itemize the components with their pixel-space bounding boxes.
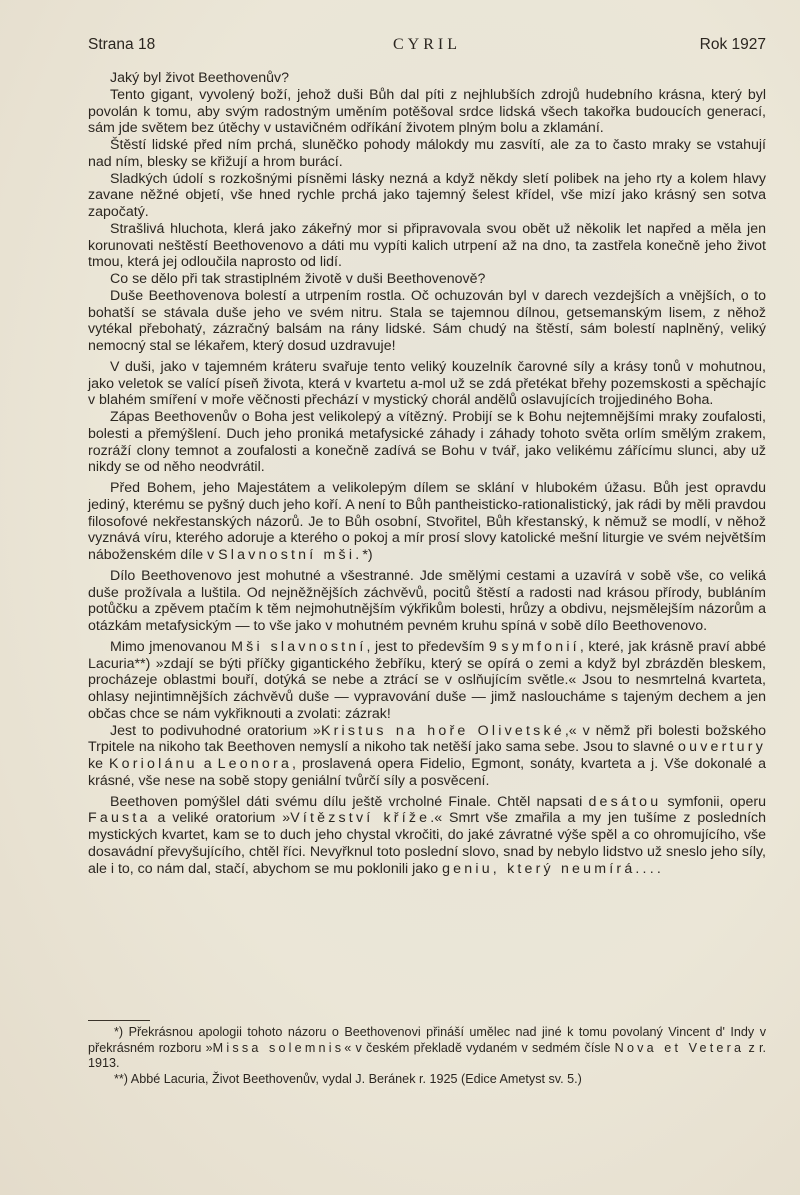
paragraph [88, 288, 766, 355]
paragraph [88, 87, 766, 137]
spaced-emphasis: desátou [588, 793, 662, 810]
page-number: Strana 18 [88, 36, 156, 53]
text-run: Dílo Beethovenovo jest mohutné a všestranné. Jde smělými cestami a uzavírá v sobě vše, co veliká duše prožívala a luštila. Od nejněžnějších záchvěvů, pocitů štěstí a radosti nad krásou přírody, bubláním potůčku a zpěvem ptačím k těm nejmohutnějším výkřikům bolesti, hrůzy a obdivu, nejsmělejším názorům a otázkám metafysickým — to vše jako v mohutném pevném kruhu spíná v sobě dílo Beethovenovo. [88, 567, 766, 634]
paragraph [88, 794, 766, 878]
text-run: *) Překrásnou apologii tohoto názoru o Beethovenovi přináší umělec nad jiné k tomu povolaný Vincent d' Indy v překrásném rozboru » [88, 1025, 766, 1055]
text-run: Strašlivá hluchota, klerá jako zákeřný mor si připravovala svou obět už několik let napřed a měla jen korunovati neštěstí Beethovenovo a dáti mu vypíti kalich utrpení až na dno, ta zastřela konečně jeho život tmou, která jej odloučila naprosto od lidí. [88, 220, 766, 271]
year: Rok 1927 [699, 36, 766, 53]
footnote-divider [88, 1020, 150, 1021]
spaced-emphasis: Vítězství kříže [290, 810, 431, 827]
article-body [88, 70, 766, 877]
text-run: Co se dělo při tak strastiplném životě v duši Beethovenově? [110, 271, 486, 287]
text-run: Štěstí lidské před ním prchá, sluněčko pohody málokdy mu zasvítí, ale za to často mraky se vstahují nad ním, blesky se křižují a hrom burácí. [88, 137, 766, 170]
spaced-emphasis: symfonií [501, 638, 580, 655]
text-run: Jest to podivuhodné oratorium » [110, 722, 321, 739]
text-run: Duše Beethovenova bolestí a utrpením rostla. Oč ochuzován byl v darech vezdejších a vnějších, o to bohatší se stávala duše jeho ve svém nitru. Stala se tajemnou dílnou, getsemanským lisem, z něhož vytékal přebohatý, zázračný balsám na rány lidské. Sám chudý na štěstí, sám bolestí naplněný, veliký nemocný stal se lékařem, který dosud uzdravuje! [88, 287, 766, 354]
spaced-emphasis: Fausta [88, 810, 151, 827]
text-run: symfonii, operu [661, 793, 766, 810]
text-run: Mimo jmenovanou [110, 638, 232, 655]
paragraph [88, 409, 766, 476]
text-run: Zápas Beethovenův o Boha jest velikolepý a vítězný. Probijí se k Bohu nejtemnějšími mraky zoufalosti, bolesti a přemýšlení. Duch jeho proniká metafysické záhady i záhady tohoto světa orlím smělým zrakem, rozráží clony temnot a zoufalosti a konečně zadívá se Bohu v tvář, jako velikému zářícímu slunci, aby už nikdy se od něho neodvrátil. [88, 409, 766, 476]
footnotes [88, 1025, 766, 1087]
paragraph [88, 70, 766, 87]
paragraph [88, 137, 766, 171]
paragraph [88, 171, 766, 221]
spaced-emphasis: Missa solemnis [212, 1040, 345, 1055]
spaced-emphasis: Koriolánu [108, 756, 198, 772]
spaced-emphasis: Kristus na hoře Olivetské [320, 722, 565, 739]
paragraph [88, 480, 766, 564]
text-run: , jest to především 9 [366, 638, 502, 655]
text-run: Beethoven pomýšlel dáti svému dílu ještě vrcholné Finale. Chtěl napsati [110, 793, 589, 810]
spaced-emphasis: geniu, který neumírá.... [442, 860, 664, 877]
journal-title: CYRIL [393, 36, 461, 53]
footnote [88, 1072, 766, 1088]
spaced-emphasis: Slavnostní mši. [218, 547, 363, 563]
text-run: « v českém překladě vydaném v sedmém čísle [344, 1040, 615, 1055]
paragraph [88, 723, 766, 790]
text-run: ke [88, 756, 109, 772]
text-run: a [197, 756, 218, 772]
text-run: V duši, jako v tajemném kráteru svařuje tento veliký kouzelník čarovné síly a krásy tonů v mohutnou, jako veletok se valící píseň života, která v kvartetu a-mol už se zdá přetékat břehy pozemskosti a spěchajíc v blahém smíření v moře věčnosti přechází v mystický chorál andělů oslavujících trojjediného Boha. [88, 358, 766, 409]
spaced-emphasis: ouvertury [678, 739, 766, 756]
text-run: , proslavená opera Fidelio, Egmont, sonáty, kvarteta a j. Vše dokonalé a krásné, vše nese na sobě stopy geniální tvůrčí síly a posvěcení. [88, 756, 766, 789]
paragraph [88, 568, 766, 635]
spaced-emphasis: Leonora [217, 756, 293, 772]
spaced-emphasis: Nova et Vetera [614, 1040, 745, 1055]
paragraph [88, 359, 766, 409]
paragraph [88, 271, 766, 288]
text-run: ,« v němž při bolesti božského Trpitele na nikoho tak Beethoven nemyslí a nikoho tak netěší jako sama sebe. Jsou to slavné [88, 722, 766, 756]
text-run: , které, jak krásně praví abbé Lacuria**) »zdají se býti příčky gigantického žebříku, který se opírá o zemi a když byl zbrázděn bleskem, procházeje oblastmi bouří, dotýká se nebe a ztrácí se v oslňujícím světle.« Jsou to nesmrtelná kvarteta, ohlasy nejintimnějších záchvěvů duše — vypravování duše — jimž nasloucháme s tajeným dechem a jen občas chce se nám vykřiknouti a zvolati: zázrak! [88, 638, 766, 722]
paragraph [88, 221, 766, 271]
text-run: Sladkých údolí s rozkošnými písněmi lásky nezná a když někdy sletí polibek na jeho rty a kolem hlavy zavane něžné objetí, vše hned rychle prchá jako tajemný šelest křídel, vše mizí jako krásný sen sotva započatý. [88, 170, 766, 220]
text-run: *) [362, 547, 373, 563]
spaced-emphasis: Mši slavnostní [231, 638, 367, 655]
text-run: Jaký byl život Beethovenův? [110, 70, 290, 86]
paragraph [88, 639, 766, 723]
text-run: .« Smrt vše zmařila a my jen tušíme z posledních mystických kvartet, kam se to duch jeho chystal vkročiti, do jaké závratné výše spěl a co ohromujícího, vše dosavádní převyšujícího, chtěl říci. Nevyřknul toto poslední slovo, snad by nebylo lidstvo už sneslo jeho síly, ale i to, co nám dal, stačí, abychom se mu poklonili jako [88, 810, 767, 877]
footnote [88, 1025, 766, 1072]
text-run: Tento gigant, vyvolený boží, jehož duši Bůh dal píti z nejhlubších zdrojů hudebního krásna, který byl povolán k tomu, aby svým radostným uměním potěšoval srdce lidská všech takořka budoucích generací, sám jde světem bez útěchy v ustavičném odříkání životem plným bolu a zklamání. [88, 86, 766, 137]
text-run: a veliké oratorium » [150, 810, 291, 827]
text-run: Před Bohem, jeho Majestátem a velikolepým dílem se sklání v hlubokém úžasu. Bůh jest opravdu jediný, kterému se pyšný duch jeho koří. A není to Bůh pantheisticko-rationalistický, jak rádi by měli pravdou filosofové nekřestanských názorů. Je to Bůh osobní, Stvořitel, Bůh křestanský, k němuž se modlí, v něhož vyznává víru, kterého adoruje a kterého o pokoj a mír prosí slovy katolické mešní liturgie ve svém největším náboženském díle v [88, 480, 766, 563]
text-run: z r. 1913. [88, 1040, 766, 1071]
text-run: **) Abbé Lacuria, Život Beethovenův, vydal J. Beránek r. 1925 (Edice Ametyst sv. 5.) [114, 1071, 582, 1086]
page-header [88, 36, 766, 56]
